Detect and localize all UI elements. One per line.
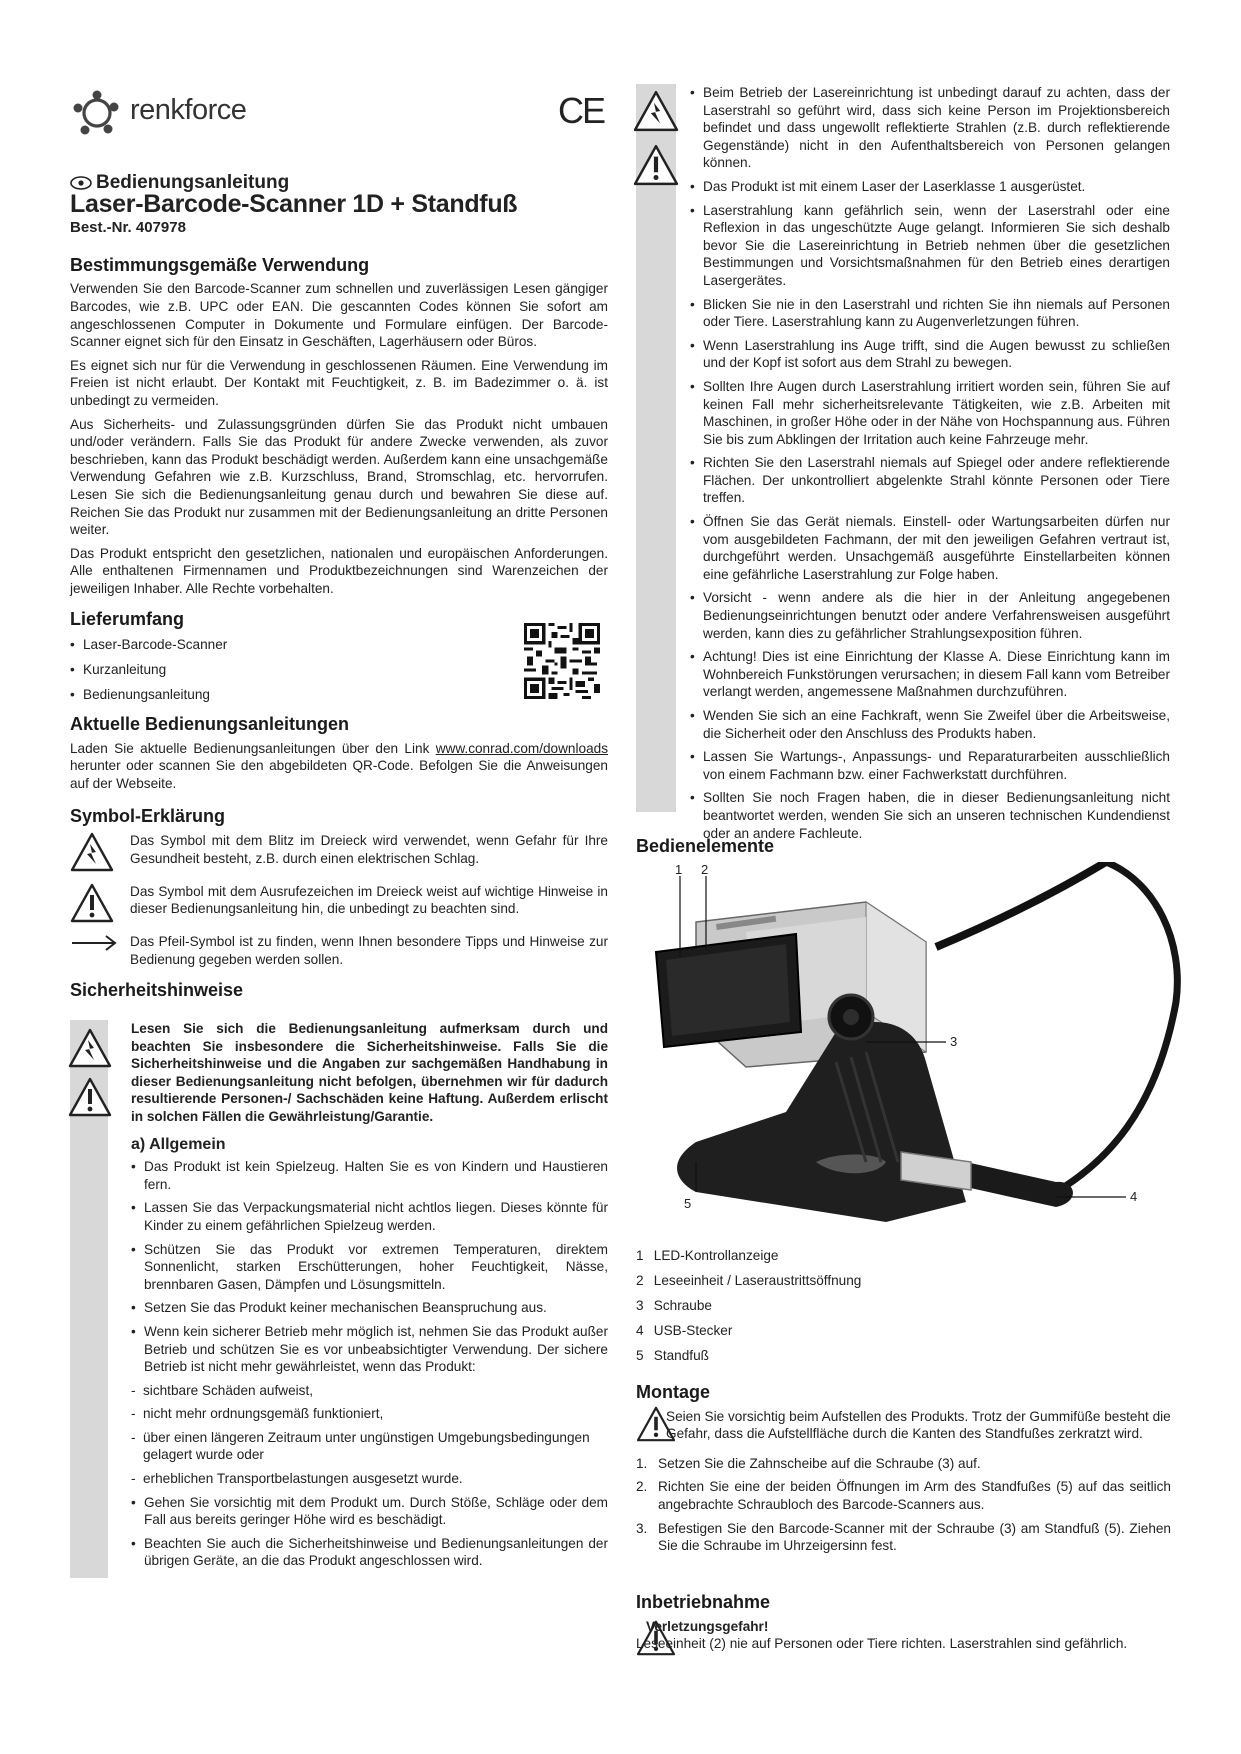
callout-2: 2 [701,862,709,877]
list-item: - nicht mehr ordnungsgemäß funktioniert, [131,1405,608,1423]
callout-5: 5 [684,1196,692,1211]
list-item [636,1246,1136,1265]
list-item: • Setzen Sie das Produkt keiner mechanischen Beanspruchung aus. [131,1299,608,1317]
legend-number: 5 [636,1348,644,1363]
product-title: Laser-Barcode-Scanner 1D + Standfuß [70,189,518,218]
safety-intro: Lesen Sie sich die Bedienungsanleitung aufmerksam durch und beachten Sie insbesondere die Sicherheitshinweise. Falls Sie die Sicherheitshinweise und die Angaben zur sachgemäßen Handhabung in dieser Bedienungsanleitung nicht befolgen, übernehmen wir für dadurch resultierende Personen-/ Sachschäden keine Haftung. Außerdem erlischt in solchen Fällen die Gewährleistung/Garantie. [131,1021,608,1124]
intended-use-heading: Bestimmungsgemäße Verwendung [70,254,370,275]
list-item: - erheblichen Transportbelastungen ausgesetzt wurde. [131,1470,608,1488]
laser-list [690,84,1170,842]
legend-list [636,1246,1136,1365]
step-text: Befestigen Sie den Barcode-Scanner mit der Schraube (3) am Standfuß (5). Ziehen Sie die Schraube im Uhrzeigersinn fest. [658,1520,1171,1554]
list-item: • Beim Betrieb der Lasereinrichtung ist unbedingt darauf zu achten, dass der Laserstrahl so geführt wird, dass sich keine Person im Projektionsbereich befindet und dass ungewollt reflektierte Strahlen (z.B. durch reflektierende Gegenstände) nicht in den Aufenthaltsbereich von Personen gelangen können. [690,84,1170,172]
mounting-section [636,1384,1171,1561]
commissioning-section [636,1594,1171,1653]
list-item: • Das Produkt ist kein Spielzeug. Halten Sie es von Kindern und Haustieren fern. [131,1158,608,1193]
scope-section [70,611,608,704]
lightning-warning-icon [68,1028,112,1068]
list-item: • Blicken Sie nie in den Laserstrahl und richten Sie ihn niemals auf Personen oder Tiere. Laserstrahlung kann zu Augenverletzungen führen. [690,296,1170,331]
list-item: • Laserstrahlung kann gefährlich sein, wenn der Laserstrahl oder eine Reflexion in das ungeschützte Auge gelangt. Informieren Sie sich deshalb bevor Sie die Lasereinrichtung in Betrieb nehmen über die gesetzlichen Bestimmungen und Vorsichtsmaßnahmen für den Betrieb eines derartigen Lasergerätes. [690,202,1170,290]
list-item: • Richten Sie den Laserstrahl niemals auf Spiegel oder andere reflektierende Flächen. Der unkontrolliert abgelenkte Strahl könnte Personen oder Tiere treffen. [690,454,1170,507]
list-item: • Beachten Sie auch die Sicherheitshinweise und Bedienungsanleitungen der übrigen Geräte, an die das Produkt angeschlossen wird. [131,1535,608,1570]
lightning-warning-icon [70,832,130,877]
symbol-text: Das Symbol mit dem Ausrufezeichen im Dreieck weist auf wichtige Hinweise in dieser Bedienungsanleitung hin, die unbedingt zu beachten sind. [130,883,608,917]
logo [70,88,270,138]
eye-icon [70,176,92,190]
exclamation-warning-icon [68,1077,112,1117]
manuals-text-after: herunter oder scannen Sie den abgebildeten QR-Code. Befolgen Sie die Anweisungen auf der Webseite. [70,758,608,791]
list-item: - sichtbare Schäden aufweist, [131,1382,608,1400]
laser-side-bar [636,84,676,812]
list-item [636,1520,1171,1555]
not-safe-list [131,1382,608,1488]
list-item: • Sollten Sie noch Fragen haben, die in dieser Bedienungsanleitung nicht beantwortet werden, wenden Sie sich an unseren technischen Kundendienst oder an andere Fachleute. [690,789,1170,842]
list-item: • Vorsicht - wenn andere als die hier in der Anleitung angegebenen Bedienungseinrichtungen benutzt oder andere Verfahrensweisen ausgeführt werden, kann dies zu gefährlicher Strahlungsexposition führen. [690,589,1170,642]
mounting-note [636,1408,1171,1443]
list-item: • Bedienungsanleitung [70,685,608,704]
commissioning-heading: Inbetriebnahme [636,1592,771,1612]
order-number: Best.-Nr. 407978 [70,219,186,237]
list-item: • Sollten Ihre Augen durch Laserstrahlung irritiert worden sein, führen Sie auf keinen Fall mehr sicherheitsrelevante Tätigkeiten, wie z.B. Arbeiten mit Maschinen, in großer Höhe oder in der Nähe von Hochspannung aus. Führen Sie bis zum Abklingen der Irritation auch keine Fahrzeuge mehr. [690,378,1170,448]
list-item: • Gehen Sie vorsichtig mit dem Produkt um. Durch Stöße, Schläge oder dem Fall aus bereits geringer Höhe wird es beschädigt. [131,1494,608,1529]
step-text: Setzen Sie die Zahnscheibe auf die Schraube (3) auf. [658,1455,981,1471]
list-item: • Laser-Barcode-Scanner [70,635,608,654]
laser-safety-block [690,84,1170,848]
manuals-text [70,740,608,793]
ce-mark: CE [558,90,605,131]
warning-title: Verletzungsgefahr! [646,1618,769,1634]
intended-use-paragraph: Es eignet sich nur für die Verwendung in geschlossenen Räumen. Eine Verwendung im Freien ist nicht erlaubt. Der Kontakt mit Feuchtigkeit, z. B. im Badezimmer o. ä. ist unbedingt zu vermeiden. [70,357,608,408]
legend-number: 1 [636,1248,644,1263]
legend-label: LED-Kontrollanzeige [653,1248,779,1263]
left-column [70,174,608,1006]
callout-3: 3 [950,1034,958,1049]
legend-label: USB-Stecker [653,1323,733,1338]
list-item: • Öffnen Sie das Gerät niemals. Einstell- oder Wartungsarbeiten dürfen nur vom ausgebildeten Fachmann, der mit den jeweiligen Gefahren vertraut ist, durchgeführt werden. Unsachgemäß ausgeführte Einstellarbeiten können eine gefährliche Laserstrahlung zur Folge haben. [690,513,1170,583]
safety-block [131,1020,608,1576]
controls-legend [636,1246,1136,1371]
list-item [636,1455,1171,1473]
symbols-heading: Symbol-Erklärung [70,806,226,827]
list-item [636,1296,1136,1315]
list-item: • Schützen Sie das Produkt vor extremen Temperaturen, direktem Sonnenlicht, starken Erschütterungen, hoher Feuchtigkeit, Nässe, brennbaren Gasen, Dämpfen und Lösungsmitteln. [131,1241,608,1294]
symbol-row [70,933,608,968]
list-item: • Wenn Laserstrahlung ins Auge trifft, sind die Augen bewusst zu schließen und der Kopf ist sofort aus dem Strahl zu bewegen. [690,337,1170,372]
list-item: • Achtung! Dies ist eine Einrichtung der Klasse A. Diese Einrichtung kann im Wohnbereich Funkstörungen verursachen; in diesem Fall kann vom Betreiber verlangt werden, angemessene Maßnahmen durchzuführen. [690,648,1170,701]
doc-type: Bedienungsanleitung [96,172,290,193]
list-item [636,1478,1171,1513]
general-list-continued [131,1494,608,1570]
symbol-text: Das Symbol mit dem Blitz im Dreieck wird verwendet, wenn Gefahr für Ihre Gesundheit besteht, z.B. durch einen elektrischen Schlag. [130,833,608,866]
renkforce-logo-icon [70,88,124,138]
legend-label: Schraube [653,1298,712,1313]
doc-type-line [70,174,608,192]
list-item: • Lassen Sie das Verpackungsmaterial nicht achtlos liegen. Dieses könnte für Kinder zu einem gefährlichen Spielzeug werden. [131,1199,608,1234]
commissioning-warning [636,1618,1171,1653]
not-safe-intro: • Wenn kein sicherer Betrieb mehr möglich ist, nehmen Sie das Produkt außer Betrieb und schützen Sie es vor unbeabsichtigter Verwendung. Der sichere Betrieb ist nicht mehr gewährleistet, wenn das Produkt: [144,1323,608,1375]
step-number: 3. [636,1520,648,1536]
controls-heading: Bedienelemente [636,836,775,856]
exclamation-warning-icon [70,883,130,928]
mounting-heading: Montage [636,1382,710,1402]
intended-use-paragraph: Verwenden Sie den Barcode-Scanner zum schnellen und zuverlässigen Lesen gängiger Barcodes, wie z.B. UPC oder EAN. Die gescannten Codes können Sie sofort am angeschlossenen Computer in Dokumente und Formulare einfügen. Der Barcode-Scanner eignet sich für den Einsatz in Geschäften, Lagerhäusern oder Büros. [70,281,608,350]
general-heading: a) Allgemein [131,1135,226,1153]
legend-number: 3 [636,1298,644,1313]
list-item: - über einen längeren Zeitraum unter ungünstigen Umgebungsbedingungen gelagert wurde oder [131,1429,608,1464]
list-item [131,1323,608,1376]
legend-label: Leseeinheit / Laseraustrittsöffnung [653,1273,862,1288]
safety-heading: Sicherheitshinweise [70,980,244,1001]
list-item [636,1271,1136,1290]
scanner-illustration [636,862,1196,1232]
callout-4: 4 [1130,1189,1138,1204]
legend-number: 4 [636,1323,644,1338]
step-text: Richten Sie eine der beiden Öffnungen im Arm des Standfußes (5) auf das seitlich angebrachte Schraubloch des Barcode-Scanners aus. [658,1479,1171,1512]
warning-text: Leseeinheit (2) nie auf Personen oder Tiere richten. Laserstrahlen sind gefährlich. [636,1636,1128,1652]
manuals-heading: Aktuelle Bedienungsanleitungen [70,714,350,735]
list-item [636,1346,1136,1365]
mounting-note-text: Seien Sie vorsichtig beim Aufstellen des Produkts. Trotz der Gummifüße besteht die Gefahr, dass die Aufstellfläche durch die Kanten des Standfußes zerkratzt wird. [666,1408,1171,1442]
list-item [636,1321,1136,1340]
exclamation-warning-icon [633,144,679,186]
manuals-link[interactable]: www.conrad.com/downloads [435,740,608,756]
step-number: 1. [636,1455,648,1471]
manuals-text-before: Laden Sie aktuelle Bedienungsanleitungen über den Link [70,740,436,756]
step-number: 2. [636,1479,648,1495]
arrow-right-icon [70,933,130,958]
scope-heading: Lieferumfang [70,609,185,630]
legend-number: 2 [636,1273,644,1288]
list-item: • Kurzanleitung [70,660,608,679]
product-figure [636,862,1196,1232]
intended-use-paragraph: Aus Sicherheits- und Zulassungsgründen dürfen Sie das Produkt nicht umbauen und/oder verändern. Falls Sie das Produkt für andere Zwecke verwenden, als zuvor beschrieben, kann das Produkt beschädigt werden. Außerdem kann eine unsachgemäße Verwendung Gefahren wie z.B. Kurzschluss, Brand, Stromschlag, etc. hervorrufen. Lesen Sie sich die Bedienungsanleitung genau durch und bewahren Sie diese auf. Reichen Sie das Produkt nur zusammen mit der Bedienungsanleitung an dritte Personen weiter. [70,416,608,538]
general-list [131,1158,608,1376]
legend-label: Standfuß [653,1348,709,1363]
qr-code [524,623,600,699]
symbol-row [70,883,608,928]
symbol-row [70,832,608,877]
list-item: • Wenden Sie sich an eine Fachkraft, wenn Sie Zweifel über die Arbeitsweise, die Sicherheit oder den Anschluss des Produkts haben. [690,707,1170,742]
symbol-text: Das Pfeil-Symbol ist zu finden, wenn Ihnen besondere Tipps und Hinweise zur Bedienung gegeben werden sollen. [130,934,608,967]
callout-1: 1 [675,862,683,877]
lightning-warning-icon [633,90,679,132]
logo-text: renkforce [130,94,247,126]
intended-use-paragraph: Das Produkt entspricht den gesetzlichen, nationalen und europäischen Anforderungen. Alle enthaltenen Firmennamen und Produktbezeichnungen sind Warenzeichen der jeweiligen Inhaber. Alle Rechte vorbehalten. [70,545,608,596]
list-item: • Das Produkt ist mit einem Laser der Laserklasse 1 ausgerüstet. [690,178,1170,196]
mounting-steps [636,1455,1171,1555]
list-item: • Lassen Sie Wartungs-, Anpassungs- und Reparaturarbeiten ausschließlich von einem Fachmann bzw. einer Fachwerkstatt durchführen. [690,748,1170,783]
